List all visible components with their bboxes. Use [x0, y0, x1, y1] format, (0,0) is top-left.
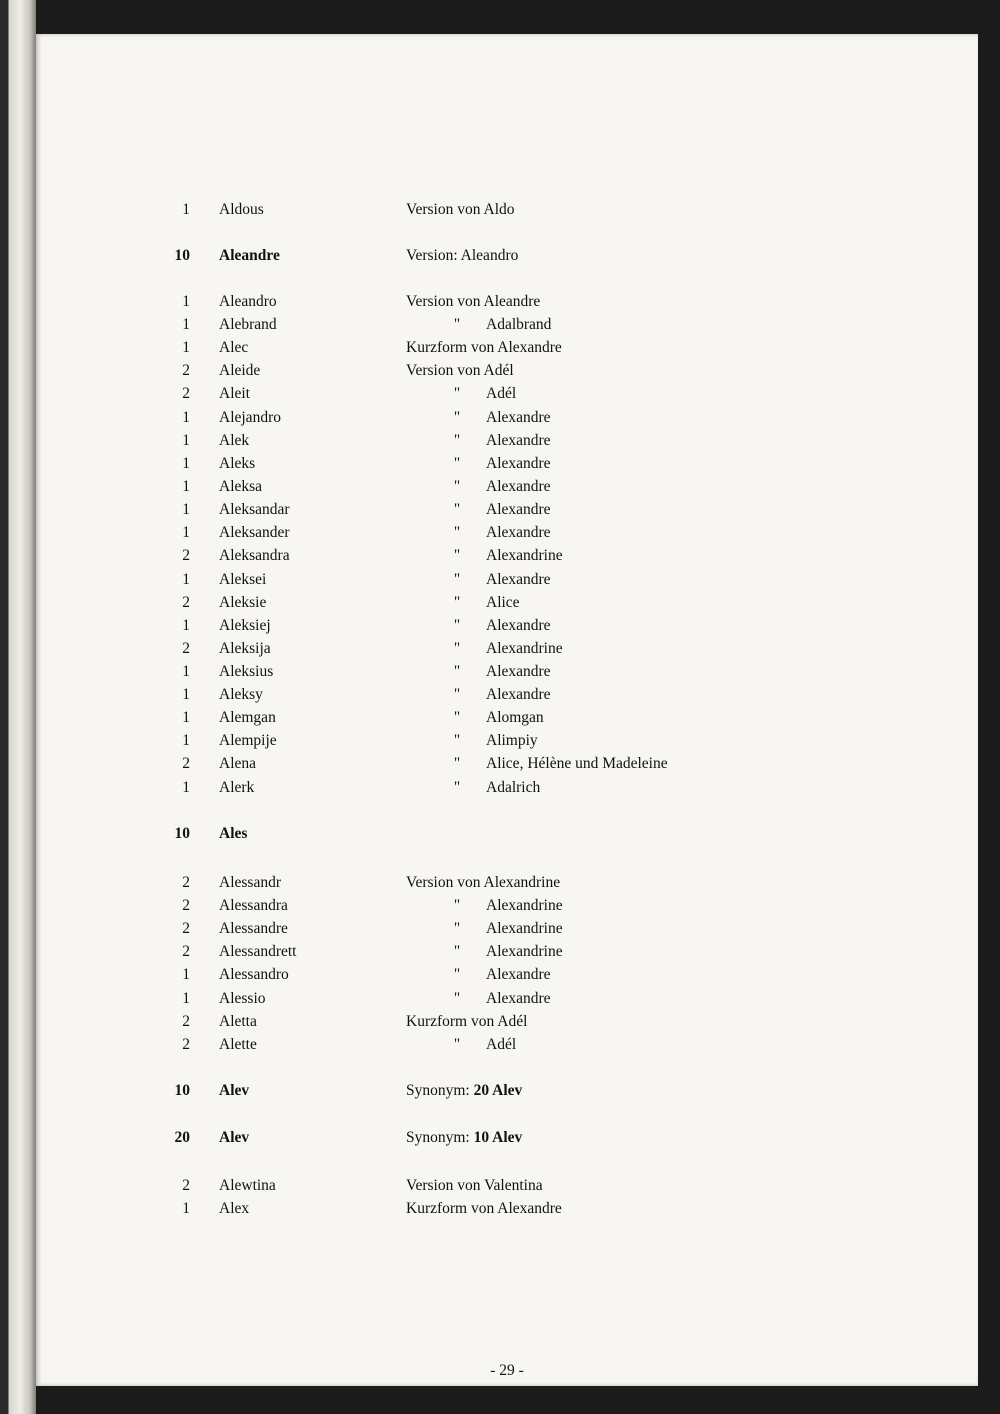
entry-row	[36, 920, 978, 943]
entry-description	[406, 709, 544, 727]
entry-name: Aleksa	[219, 478, 263, 495]
entry-frequency: 1	[182, 686, 190, 703]
entry-row	[36, 825, 978, 848]
entry-description	[406, 501, 551, 519]
entry-frequency: 1	[182, 732, 190, 749]
entry-name: Alessandro	[219, 966, 289, 983]
entry-frequency: 20	[174, 1129, 190, 1146]
entry-row	[36, 571, 978, 594]
entry-name: Alewtina	[219, 1177, 276, 1194]
entry-row	[36, 732, 978, 755]
entry-row	[36, 524, 978, 547]
entry-row	[36, 1013, 978, 1036]
ditto-mark: "	[453, 385, 461, 402]
entry-name: Alessandra	[219, 897, 288, 914]
ditto-mark: "	[453, 432, 461, 449]
entry-frequency: 2	[182, 1177, 190, 1194]
entry-name: Alempije	[219, 732, 277, 749]
entry-name: Ales	[219, 825, 248, 842]
entry-row	[36, 1177, 978, 1200]
entry-description	[406, 247, 518, 265]
entry-name: Alek	[219, 432, 250, 449]
entry-name: Alessandrett	[219, 943, 297, 960]
synonym-reference: 10 Alev	[473, 1129, 523, 1146]
entry-description-text: Alexandre	[486, 478, 551, 495]
ditto-mark: "	[453, 732, 461, 749]
ditto-mark: "	[453, 779, 461, 796]
entry-description-text: Alexandrine	[486, 943, 563, 960]
entry-description-text: Alomgan	[486, 709, 544, 726]
entry-row	[36, 779, 978, 802]
entry-name: Aleksei	[219, 571, 267, 588]
entry-name: Alec	[219, 339, 249, 356]
entry-frequency: 2	[182, 1036, 190, 1053]
entry-row	[36, 293, 978, 316]
entry-description	[406, 1036, 516, 1054]
entry-description	[406, 1177, 543, 1195]
entry-row	[36, 547, 978, 570]
entry-description	[406, 547, 563, 565]
entry-description-text: Alexandre	[486, 663, 551, 680]
entry-name: Alette	[219, 1036, 257, 1053]
entry-description-text: Alexandre	[486, 455, 551, 472]
entry-row	[36, 1036, 978, 1059]
entry-frequency: 1	[182, 617, 190, 634]
entry-description-text: Alexandrine	[486, 640, 563, 657]
entry-frequency: 10	[174, 247, 190, 264]
entry-frequency: 1	[182, 709, 190, 726]
ditto-mark: "	[453, 709, 461, 726]
entry-name: Aleide	[219, 362, 261, 379]
ditto-mark: "	[453, 524, 461, 541]
entry-frequency: 1	[182, 409, 190, 426]
entry-name: Aletta	[219, 1013, 257, 1030]
entry-row	[36, 455, 978, 478]
entry-row	[36, 501, 978, 524]
entry-name: Aleksy	[219, 686, 263, 703]
entry-row	[36, 617, 978, 640]
entry-description	[406, 943, 563, 961]
entry-name: Aleandro	[219, 293, 277, 310]
entry-name: Alessandr	[219, 874, 281, 891]
ditto-mark: "	[453, 686, 461, 703]
entry-description	[406, 779, 540, 797]
entry-name: Alerk	[219, 779, 255, 796]
entry-list	[36, 34, 978, 1386]
entry-frequency: 1	[182, 524, 190, 541]
entry-description-text: Alexandre	[486, 432, 551, 449]
entry-description-text: Alexandre	[486, 571, 551, 588]
entry-name: Alessandre	[219, 920, 288, 937]
entry-description	[406, 920, 563, 938]
entry-description	[406, 732, 538, 750]
entry-description	[406, 990, 551, 1008]
entry-description	[406, 686, 551, 704]
entry-description	[406, 1129, 522, 1147]
entry-frequency: 2	[182, 547, 190, 564]
entry-frequency: 1	[182, 966, 190, 983]
entry-row	[36, 663, 978, 686]
entry-row	[36, 594, 978, 617]
ditto-mark: "	[453, 966, 461, 983]
entry-row	[36, 478, 978, 501]
entry-frequency: 1	[182, 455, 190, 472]
entry-frequency: 1	[182, 990, 190, 1007]
entry-description-text: Kurzform von Adél	[406, 1013, 528, 1030]
entry-description-text: Alexandre	[486, 409, 551, 426]
ditto-mark: "	[453, 547, 461, 564]
entry-name: Aleksandra	[219, 547, 290, 564]
entry-description-text: Version von Valentina	[406, 1177, 543, 1194]
entry-description-text: Version von Alexandrine	[406, 874, 561, 891]
entry-name: Aleksie	[219, 594, 267, 611]
entry-name: Aleksius	[219, 663, 274, 680]
entry-frequency: 2	[182, 755, 190, 772]
ditto-mark: "	[453, 755, 461, 772]
entry-frequency: 10	[174, 825, 190, 842]
entry-description	[406, 432, 551, 450]
entry-row	[36, 201, 978, 224]
entry-frequency: 1	[182, 316, 190, 333]
entry-row	[36, 874, 978, 897]
entry-frequency: 1	[182, 478, 190, 495]
entry-description	[406, 316, 551, 334]
entry-description	[406, 339, 562, 357]
entry-name: Aleks	[219, 455, 256, 472]
ditto-mark: "	[453, 594, 461, 611]
entry-frequency: 2	[182, 1013, 190, 1030]
entry-name: Aleksandar	[219, 501, 290, 518]
entry-name: Aldous	[219, 201, 264, 218]
entry-description-text: Version von Aleandre	[406, 293, 541, 310]
entry-description-text: Alice, Hélène und Madeleine	[486, 755, 668, 772]
entry-name: Aleksander	[219, 524, 290, 541]
entry-row	[36, 1082, 978, 1105]
entry-description-text: Version von Aldo	[406, 201, 515, 218]
ditto-mark: "	[453, 571, 461, 588]
page-number: - 29 -	[490, 1362, 524, 1379]
ditto-mark: "	[453, 617, 461, 634]
entry-row	[36, 686, 978, 709]
entry-name: Aleksiej	[219, 617, 271, 634]
entry-description-text: Version von Adél	[406, 362, 514, 379]
ditto-mark: "	[453, 501, 461, 518]
entry-description	[406, 1200, 562, 1218]
entry-frequency: 1	[182, 201, 190, 218]
entry-row	[36, 990, 978, 1013]
ditto-mark: "	[453, 1036, 461, 1053]
entry-description	[406, 455, 551, 473]
entry-description	[406, 966, 551, 984]
entry-row	[36, 385, 978, 408]
ditto-mark: "	[453, 409, 461, 426]
entry-description	[406, 293, 540, 311]
entry-description-text: Alimpiy	[486, 732, 538, 749]
entry-frequency: 2	[182, 385, 190, 402]
entry-description-text: Alexandrine	[486, 547, 563, 564]
entry-description-text: Adalbrand	[486, 316, 552, 333]
entry-description	[406, 385, 516, 403]
entry-description	[406, 663, 551, 681]
entry-description	[406, 755, 668, 773]
entry-frequency: 1	[182, 1200, 190, 1217]
entry-frequency: 2	[182, 362, 190, 379]
ditto-mark: "	[453, 920, 461, 937]
entry-description	[406, 478, 551, 496]
entry-row	[36, 966, 978, 989]
entry-name: Aleandre	[219, 247, 280, 264]
entry-description	[406, 571, 551, 589]
entry-description-text: Kurzform von Alexandre	[406, 339, 562, 356]
ditto-mark: "	[453, 316, 461, 333]
entry-description	[406, 409, 551, 427]
entry-frequency: 1	[182, 293, 190, 310]
entry-description	[406, 201, 515, 219]
entry-description	[406, 874, 560, 892]
entry-name: Alena	[219, 755, 257, 772]
entry-name: Aleit	[219, 385, 250, 402]
entry-row	[36, 755, 978, 778]
entry-description	[406, 1082, 522, 1100]
entry-frequency: 1	[182, 779, 190, 796]
entry-row	[36, 362, 978, 385]
entry-name: Alejandro	[219, 409, 281, 426]
synonym-reference: 20 Alev	[473, 1082, 523, 1099]
entry-row	[36, 640, 978, 663]
entry-description-text: Alexandre	[486, 686, 551, 703]
entry-description-text: Alexandrine	[486, 920, 563, 937]
entry-frequency: 1	[182, 339, 190, 356]
entry-description-text: Adalrich	[486, 779, 541, 796]
entry-description-text: Alice	[486, 594, 520, 611]
entry-description-text: Kurzform von Alexandre	[406, 1200, 562, 1217]
entry-description	[406, 1013, 527, 1031]
page-sheet	[36, 34, 978, 1386]
entry-description	[406, 640, 563, 658]
entry-frequency: 2	[182, 594, 190, 611]
entry-row	[36, 1200, 978, 1223]
entry-frequency: 10	[174, 1082, 190, 1099]
entry-description-text: Alexandre	[486, 966, 551, 983]
entry-description-text: Alexandre	[486, 990, 551, 1007]
entry-name: Alemgan	[219, 709, 276, 726]
entry-frequency: 2	[182, 943, 190, 960]
entry-description-text: Alexandre	[486, 524, 551, 541]
entry-name: Alev	[219, 1082, 250, 1099]
entry-description	[406, 617, 551, 635]
entry-description	[406, 897, 563, 915]
entry-description-text: Adél	[486, 1036, 517, 1053]
ditto-mark: "	[453, 478, 461, 495]
entry-description-text: Alexandre	[486, 501, 551, 518]
entry-name: Alebrand	[219, 316, 277, 333]
entry-description-text: Adél	[486, 385, 517, 402]
entry-row	[36, 709, 978, 732]
entry-frequency: 2	[182, 920, 190, 937]
ditto-mark: "	[453, 990, 461, 1007]
entry-frequency: 2	[182, 897, 190, 914]
entry-frequency: 1	[182, 663, 190, 680]
entry-frequency: 1	[182, 432, 190, 449]
ditto-mark: "	[453, 943, 461, 960]
entry-frequency: 1	[182, 501, 190, 518]
ditto-mark: "	[453, 455, 461, 472]
entry-description-text: Synonym:	[406, 1082, 470, 1099]
entry-row	[36, 432, 978, 455]
entry-row	[36, 897, 978, 920]
entry-description	[406, 362, 514, 380]
entry-description-text: Alexandrine	[486, 897, 563, 914]
book-spine	[0, 0, 36, 1414]
entry-name: Alex	[219, 1200, 250, 1217]
entry-row	[36, 1129, 978, 1152]
entry-row	[36, 316, 978, 339]
entry-name: Alessio	[219, 990, 266, 1007]
entry-frequency: 2	[182, 874, 190, 891]
entry-description-text: Version: Aleandro	[406, 247, 519, 264]
ditto-mark: "	[453, 663, 461, 680]
entry-name: Alev	[219, 1129, 250, 1146]
entry-description	[406, 524, 551, 542]
entry-row	[36, 943, 978, 966]
entry-name: Aleksija	[219, 640, 271, 657]
entry-description	[406, 594, 520, 612]
entry-row	[36, 339, 978, 362]
entry-frequency: 1	[182, 571, 190, 588]
entry-row	[36, 247, 978, 270]
entry-row	[36, 409, 978, 432]
ditto-mark: "	[453, 897, 461, 914]
ditto-mark: "	[453, 640, 461, 657]
entry-description-text: Synonym:	[406, 1129, 470, 1146]
entry-frequency: 2	[182, 640, 190, 657]
entry-description-text: Alexandre	[486, 617, 551, 634]
